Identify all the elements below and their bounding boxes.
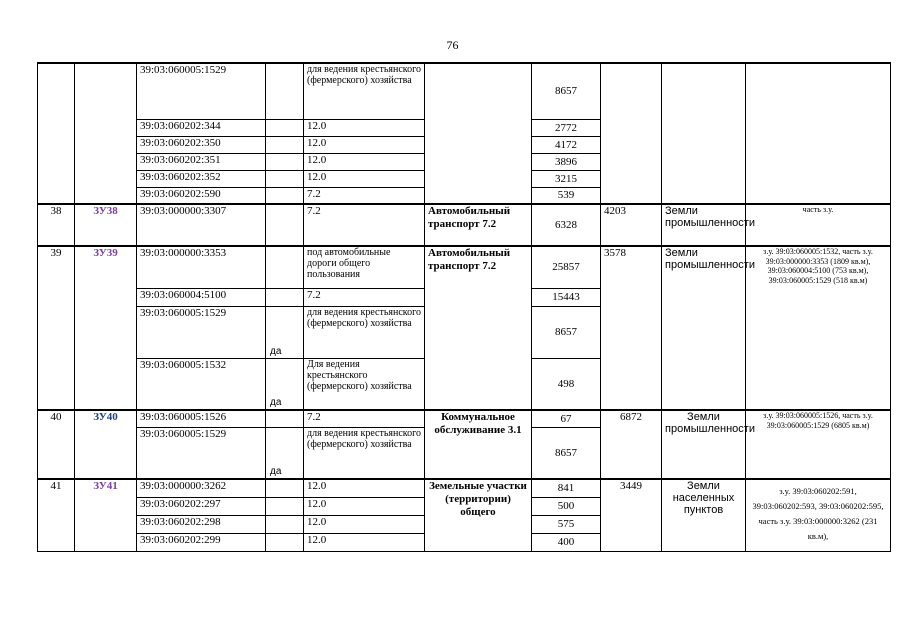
total-area: 4203 xyxy=(601,204,662,246)
yes-cell xyxy=(266,170,304,187)
cadastral-number: 39:03:060202:298 xyxy=(137,515,266,533)
zu-label: ЗУ39 xyxy=(75,246,137,410)
cadastral-number: 39:03:060004:5100 xyxy=(137,288,266,306)
plot-area: 500 xyxy=(532,497,601,515)
plot-group-41 xyxy=(38,479,891,551)
yes-cell xyxy=(266,119,304,136)
note: з.у. 39:03:060005:1526, часть з.у. 39:03:060005:1529 (6805 кв.м) xyxy=(746,410,891,479)
yes-cell xyxy=(266,427,304,479)
permitted-use: 12.0 xyxy=(304,119,425,136)
cadastral-number: 39:03:060202:351 xyxy=(137,153,266,170)
vri-cell xyxy=(425,63,532,204)
yes-cell xyxy=(266,410,304,427)
yes-cell xyxy=(266,136,304,153)
permitted-use: 7.2 xyxy=(304,410,425,427)
permitted-use: 7.2 xyxy=(304,288,425,306)
row-number: 41 xyxy=(38,479,75,551)
plot-area: 841 xyxy=(532,479,601,497)
permitted-use: 12.0 xyxy=(304,533,425,551)
vri-label: Автомобильный транспорт 7.2 xyxy=(425,246,532,410)
permitted-use: 12.0 xyxy=(304,136,425,153)
zu-cell xyxy=(75,63,137,204)
cadastral-number: 39:03:060202:344 xyxy=(137,119,266,136)
cadastral-number: 39:03:060202:299 xyxy=(137,533,266,551)
page-number: 76 xyxy=(446,38,459,52)
plot-area: 3215 xyxy=(532,170,601,187)
permitted-use: 7.2 xyxy=(304,187,425,204)
plot-area: 8657 xyxy=(532,63,601,119)
yes-cell xyxy=(266,153,304,170)
yes-cell xyxy=(266,306,304,358)
yes-cell xyxy=(266,479,304,497)
vri-label: Коммунальное обслуживание 3.1 xyxy=(425,410,532,479)
plot-area: 2772 xyxy=(532,119,601,136)
note: з.у. 39:03:060202:591, 39:03:060202:593, 39:03:060202:595, часть з.у. 39:03:000000:3262 (231 кв.м), xyxy=(746,479,891,551)
yes-cell xyxy=(266,358,304,410)
plot-area: 3896 xyxy=(532,153,601,170)
permitted-use: для ведения крестьянского (фермерского) хозяйства xyxy=(304,306,425,358)
cadastral-number: 39:03:060202:297 xyxy=(137,497,266,515)
cadastral-number: 39:03:060202:352 xyxy=(137,170,266,187)
yes-mark: да xyxy=(270,397,282,408)
land-category: Земли населенных пунктов xyxy=(662,479,746,551)
permitted-use: 12.0 xyxy=(304,515,425,533)
permitted-use: 12.0 xyxy=(304,153,425,170)
zu-label: ЗУ38 xyxy=(75,204,137,246)
land-category: Земли промышленности xyxy=(662,410,746,479)
land-category: Земли промышленности xyxy=(662,204,746,246)
total-area-cell xyxy=(601,63,662,204)
vri-label: Земельные участки (территории) общего xyxy=(425,479,532,551)
permitted-use: для ведения крестьянского (фермерского) хозяйства xyxy=(304,63,425,119)
note: часть з.у. xyxy=(746,204,891,246)
total-area: 6872 xyxy=(601,410,662,479)
permitted-use: под автомобильные дороги общего пользования xyxy=(304,246,425,288)
plot-area: 67 xyxy=(532,410,601,427)
yes-cell xyxy=(266,533,304,551)
row-number: 38 xyxy=(38,204,75,246)
permitted-use: 12.0 xyxy=(304,479,425,497)
zu-label: ЗУ41 xyxy=(75,479,137,551)
permitted-use: 12.0 xyxy=(304,170,425,187)
plot-area: 575 xyxy=(532,515,601,533)
continuation-group xyxy=(38,63,891,204)
plot-area: 498 xyxy=(532,358,601,410)
yes-cell xyxy=(266,288,304,306)
yes-cell xyxy=(266,497,304,515)
plot-group-40 xyxy=(38,410,891,479)
num-cell xyxy=(38,63,75,204)
land-plots-table xyxy=(37,62,891,552)
cadastral-number: 39:03:060005:1526 xyxy=(137,410,266,427)
yes-mark: да xyxy=(270,345,282,357)
plot-area: 8657 xyxy=(532,427,601,479)
cadastral-number: 39:03:060202:590 xyxy=(137,187,266,204)
permitted-use: 12.0 xyxy=(304,497,425,515)
cadastral-number: 39:03:000000:3353 xyxy=(137,246,266,288)
yes-cell xyxy=(266,204,304,246)
cadastral-number: 39:03:000000:3262 xyxy=(137,479,266,497)
plot-area: 25857 xyxy=(532,246,601,288)
yes-cell xyxy=(266,63,304,119)
plot-area: 539 xyxy=(532,187,601,204)
cadastral-number: 39:03:060005:1529 xyxy=(137,427,266,479)
permitted-use: Для ведения крестьянского (фермерского) хозяйства xyxy=(304,358,425,410)
plot-area: 6328 xyxy=(532,204,601,246)
plot-area: 4172 xyxy=(532,136,601,153)
permitted-use: 7.2 xyxy=(304,204,425,246)
total-area: 3578 xyxy=(601,246,662,410)
cadastral-number: 39:03:060005:1532 xyxy=(137,358,266,410)
cadastral-number: 39:03:000000:3307 xyxy=(137,204,266,246)
plot-area: 15443 xyxy=(532,288,601,306)
total-area: 3449 xyxy=(601,479,662,551)
plot-group-39 xyxy=(38,246,891,410)
yes-cell xyxy=(266,187,304,204)
yes-cell xyxy=(266,515,304,533)
permitted-use: для ведения крестьянского (фермерского) хозяйства xyxy=(304,427,425,479)
vri-label: Автомобильный транспорт 7.2 xyxy=(425,204,532,246)
category-cell xyxy=(662,63,746,204)
row-number: 39 xyxy=(38,246,75,410)
note-cell xyxy=(746,63,891,204)
land-category: Земли промышленности xyxy=(662,246,746,410)
row-number: 40 xyxy=(38,410,75,479)
zu-label: ЗУ40 xyxy=(75,410,137,479)
yes-mark: да xyxy=(270,466,282,477)
plot-group-38 xyxy=(38,204,891,246)
cadastral-number: 39:03:060005:1529 xyxy=(137,306,266,358)
plot-area: 8657 xyxy=(532,306,601,358)
yes-cell xyxy=(266,246,304,288)
cadastral-number: 39:03:060202:350 xyxy=(137,136,266,153)
cadastral-number: 39:03:060005:1529 xyxy=(137,63,266,119)
plot-area: 400 xyxy=(532,533,601,551)
note: з.у. 39:03:060005:1532, часть з.у. 39:03:000000:3353 (1809 кв.м), 39:03:060004:5100 (753 кв.м), 39:03:060005:1529 (518 кв.м) xyxy=(746,246,891,410)
